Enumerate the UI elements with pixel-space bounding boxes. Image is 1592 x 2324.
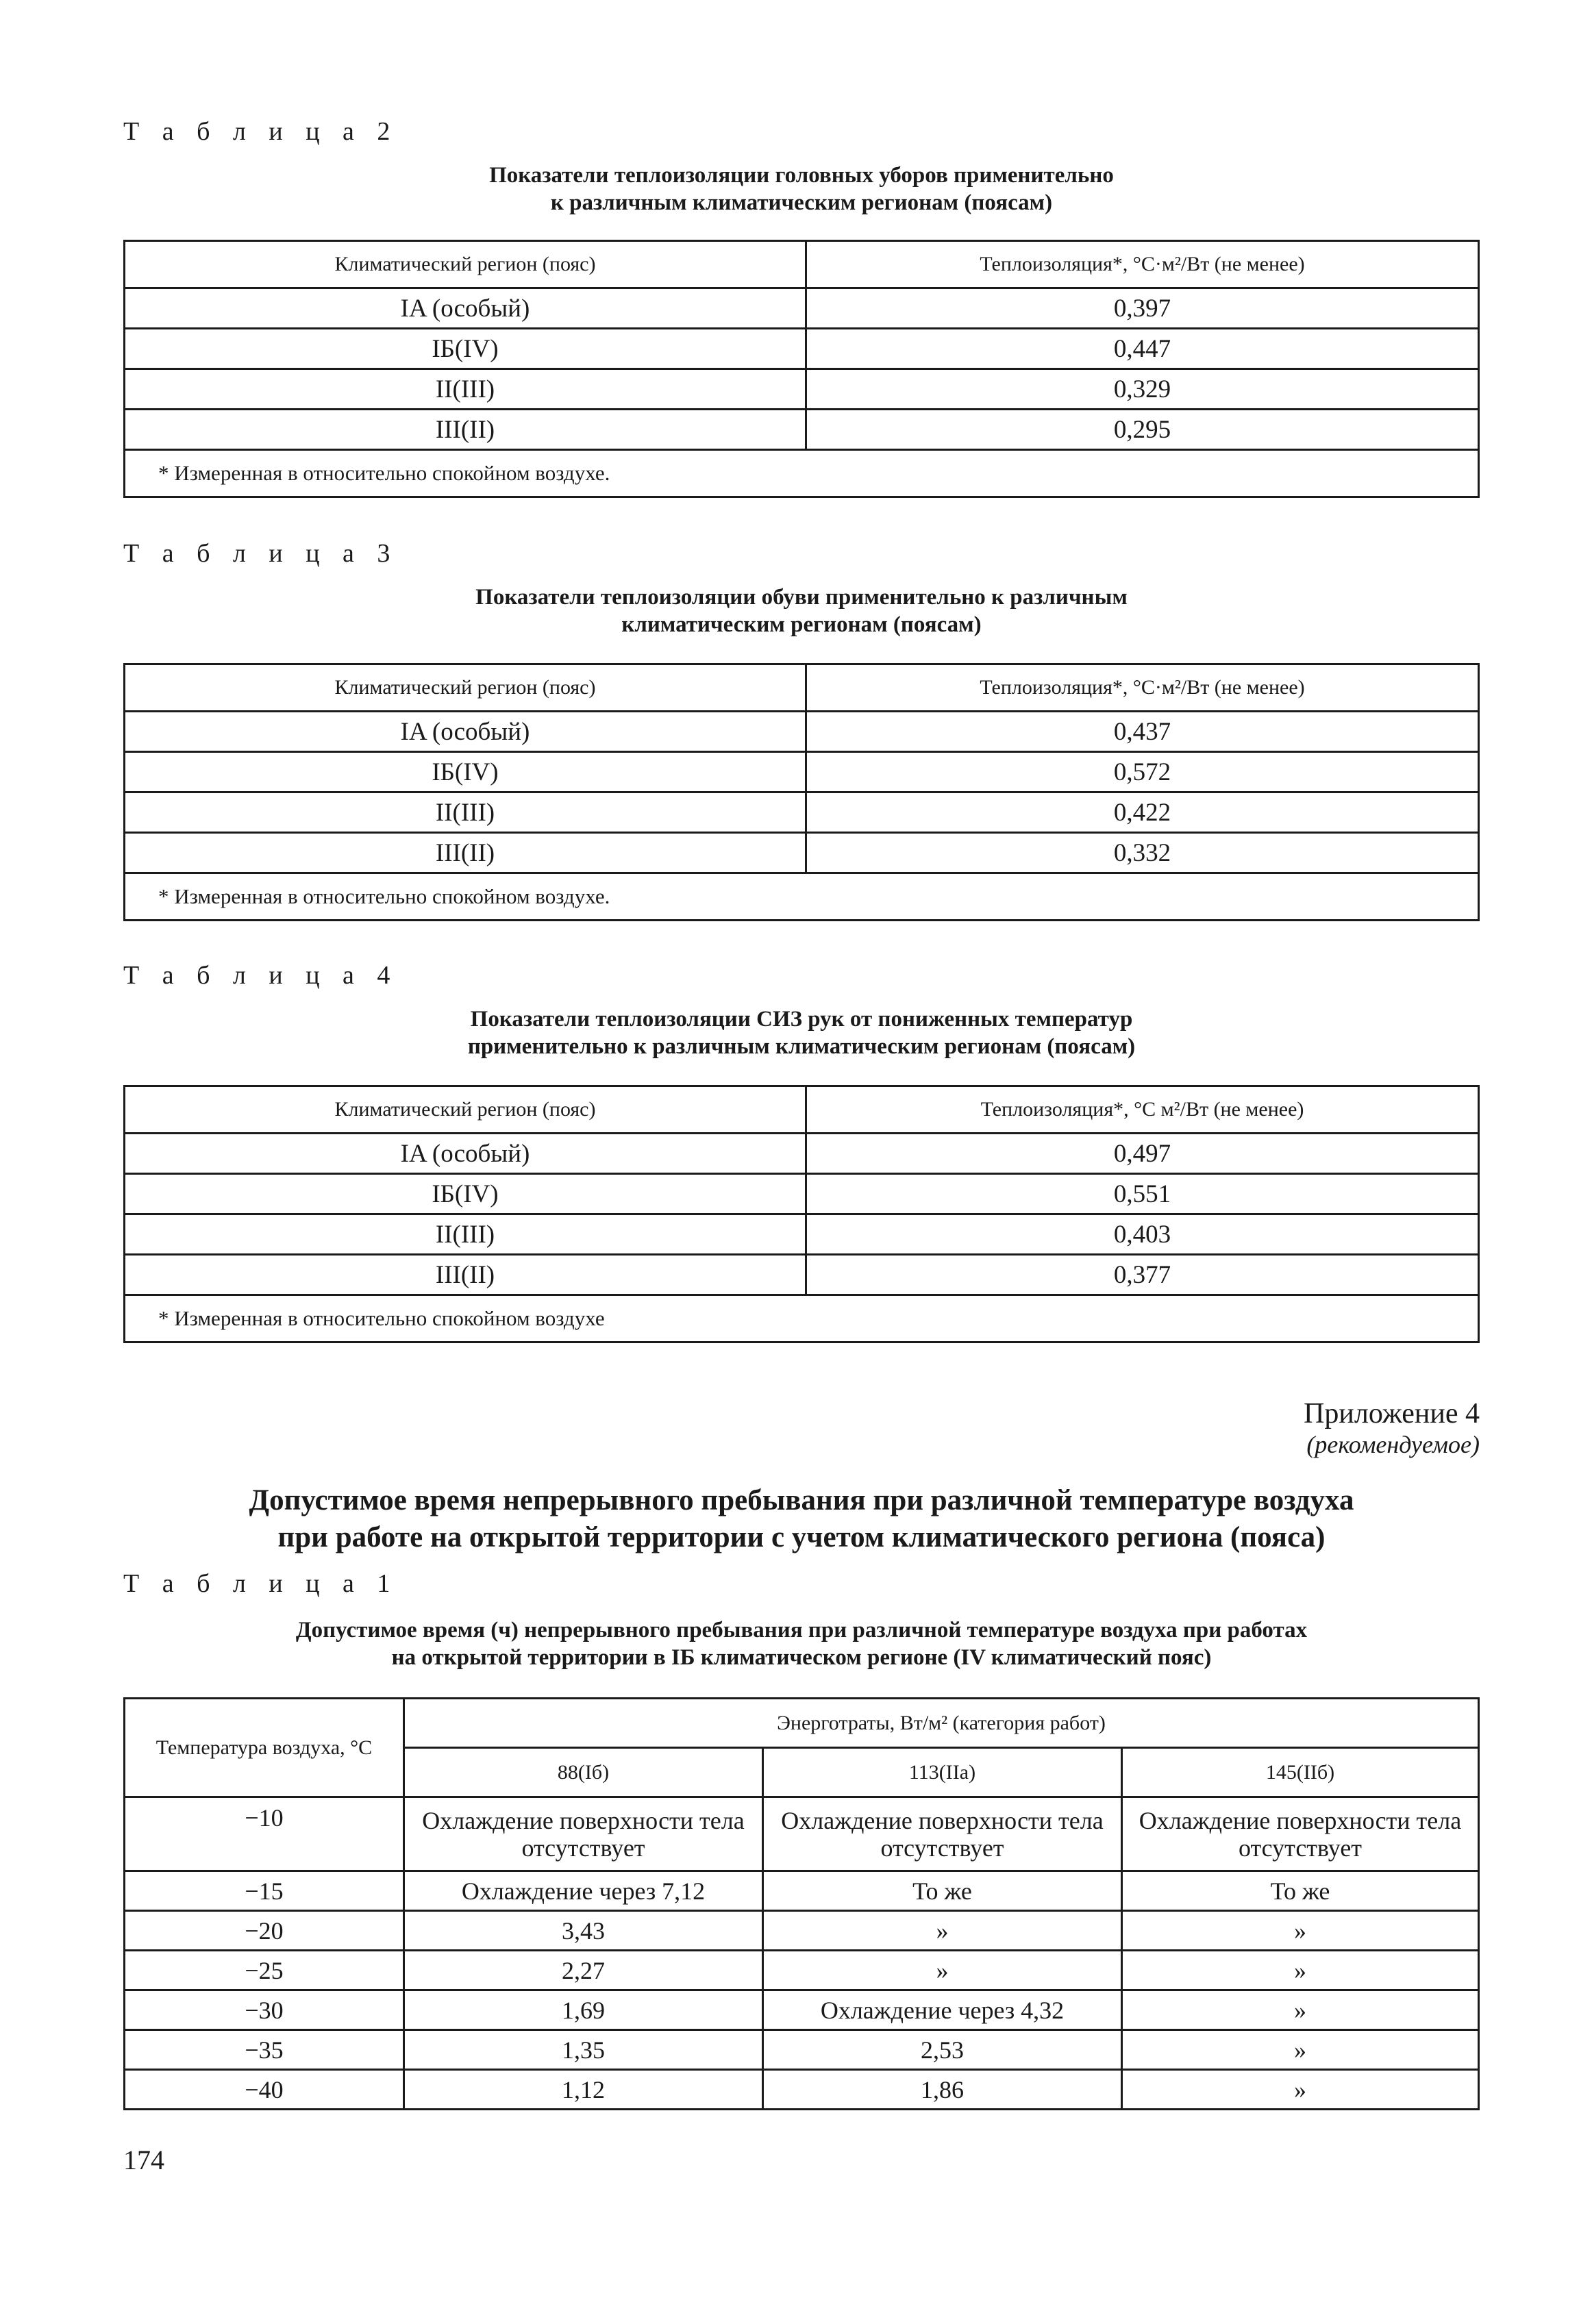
table1 bbox=[123, 1697, 1480, 2110]
table1-subheader-113: 113(IIа) bbox=[763, 1748, 1122, 1797]
table1-title bbox=[123, 1616, 1480, 1671]
region-cell: IA (особый) bbox=[125, 712, 806, 752]
table-row bbox=[125, 1990, 1479, 2030]
table4-label: Т а б л и ц а 4 bbox=[123, 961, 399, 990]
temperature-cell: −20 bbox=[125, 1911, 404, 1951]
table-row bbox=[125, 2070, 1479, 2110]
time-cell: То же bbox=[1122, 1871, 1479, 1911]
page-number: 174 bbox=[123, 2145, 164, 2175]
value-cell: 0,447 bbox=[806, 329, 1479, 369]
table2-title-line1: Показатели теплоизоляции головных уборов применительно bbox=[489, 163, 1114, 188]
table-row bbox=[125, 288, 1479, 329]
value-cell: 0,397 bbox=[806, 288, 1479, 329]
time-cell: Охлаждение через 4,32 bbox=[763, 1990, 1122, 2030]
time-cell: » bbox=[1122, 1911, 1479, 1951]
time-cell: » bbox=[763, 1911, 1122, 1951]
time-cell: Охлаждение поверхности тела отсутствует bbox=[1122, 1797, 1479, 1871]
appendix-heading-line2: при работе на открытой территории с учетом климатического региона (пояса) bbox=[277, 1521, 1326, 1553]
appendix-title: Приложение 4 bbox=[1304, 1398, 1480, 1429]
table2-header-insulation: Теплоизоляция*, °С·м²/Вт (не менее) bbox=[806, 241, 1479, 288]
time-cell: 1,12 bbox=[404, 2070, 763, 2110]
table3-title-line2: климатическим регионам (поясам) bbox=[621, 612, 982, 637]
region-cell: II(III) bbox=[125, 1214, 806, 1255]
table2-title bbox=[123, 162, 1480, 216]
time-cell: 2,53 bbox=[763, 2030, 1122, 2070]
table1-title-line1: Допустимое время (ч) непрерывного пребывания при различной температуре воздуха при работах bbox=[295, 1618, 1308, 1642]
table2-title-line2: к различным климатическим регионам (поясам) bbox=[550, 190, 1053, 215]
table4-title-line2: применительно к различным климатическим регионам (поясам) bbox=[467, 1034, 1136, 1059]
time-cell: То же bbox=[763, 1871, 1122, 1911]
time-cell: 1,86 bbox=[763, 2070, 1122, 2110]
value-cell: 0,329 bbox=[806, 369, 1479, 410]
value-cell: 0,551 bbox=[806, 1174, 1479, 1214]
table1-subheader-88: 88(Iб) bbox=[404, 1748, 763, 1797]
table-row bbox=[125, 1911, 1479, 1951]
time-cell: » bbox=[1122, 1951, 1479, 1990]
time-cell: Охлаждение через 7,12 bbox=[404, 1871, 763, 1911]
table-row bbox=[125, 1797, 1479, 1871]
table-row bbox=[125, 410, 1479, 450]
table2-label: Т а б л и ц а 2 bbox=[123, 117, 399, 146]
table3-header-insulation: Теплоизоляция*, °С·м²/Вт (не менее) bbox=[806, 664, 1479, 712]
table3 bbox=[123, 663, 1480, 921]
region-cell: II(III) bbox=[125, 369, 806, 410]
table2-header-region: Климатический регион (пояс) bbox=[125, 241, 806, 288]
region-cell: III(II) bbox=[125, 833, 806, 873]
table-row bbox=[125, 1134, 1479, 1174]
appendix-heading bbox=[123, 1482, 1480, 1556]
region-cell: IA (особый) bbox=[125, 288, 806, 329]
time-cell: » bbox=[763, 1951, 1122, 1990]
table-row bbox=[125, 1174, 1479, 1214]
table3-header-region: Климатический регион (пояс) bbox=[125, 664, 806, 712]
table4-header-insulation: Теплоизоляция*, °С м²/Вт (не менее) bbox=[806, 1086, 1479, 1134]
temperature-cell: −30 bbox=[125, 1990, 404, 2030]
table1-label: Т а б л и ц а 1 bbox=[123, 1569, 399, 1598]
table4-title bbox=[123, 1005, 1480, 1060]
table3-title bbox=[123, 584, 1480, 638]
table-row bbox=[125, 1214, 1479, 1255]
region-cell: IБ(IV) bbox=[125, 752, 806, 792]
table1-subheader-145: 145(IIб) bbox=[1122, 1748, 1479, 1797]
temperature-cell: −10 bbox=[125, 1797, 404, 1871]
appendix-header bbox=[1304, 1397, 1480, 1459]
table3-label: Т а б л и ц а 3 bbox=[123, 539, 399, 568]
table-row bbox=[125, 329, 1479, 369]
table4-title-line1: Показатели теплоизоляции СИЗ рук от пониженных температур bbox=[470, 1007, 1133, 1032]
time-cell: 1,69 bbox=[404, 1990, 763, 2030]
region-cell: III(II) bbox=[125, 1255, 806, 1295]
table2 bbox=[123, 240, 1480, 498]
table1-header-temperature: Температура воздуха, °С bbox=[125, 1699, 404, 1797]
appendix-heading-line1: Допустимое время непрерывного пребывания при различной температуре воздуха bbox=[249, 1484, 1354, 1516]
table-row bbox=[125, 369, 1479, 410]
value-cell: 0,295 bbox=[806, 410, 1479, 450]
table2-footnote: * Измеренная в относительно спокойном воздухе. bbox=[125, 450, 1479, 497]
table-row bbox=[125, 1871, 1479, 1911]
table-row bbox=[125, 712, 1479, 752]
value-cell: 0,497 bbox=[806, 1134, 1479, 1174]
temperature-cell: −40 bbox=[125, 2070, 404, 2110]
value-cell: 0,377 bbox=[806, 1255, 1479, 1295]
table-row bbox=[125, 1255, 1479, 1295]
table4-footnote: * Измеренная в относительно спокойном воздухе bbox=[125, 1295, 1479, 1342]
value-cell: 0,422 bbox=[806, 792, 1479, 833]
temperature-cell: −15 bbox=[125, 1871, 404, 1911]
table-row bbox=[125, 792, 1479, 833]
table-row bbox=[125, 833, 1479, 873]
time-cell: 1,35 bbox=[404, 2030, 763, 2070]
table-row bbox=[125, 1951, 1479, 1990]
region-cell: III(II) bbox=[125, 410, 806, 450]
region-cell: IБ(IV) bbox=[125, 1174, 806, 1214]
time-cell: » bbox=[1122, 2030, 1479, 2070]
table1-title-line2: на открытой территории в IБ климатическом регионе (IV климатический пояс) bbox=[391, 1645, 1212, 1670]
region-cell: II(III) bbox=[125, 792, 806, 833]
value-cell: 0,572 bbox=[806, 752, 1479, 792]
appendix-subtitle: (рекомендуемое) bbox=[1306, 1431, 1480, 1458]
value-cell: 0,403 bbox=[806, 1214, 1479, 1255]
temperature-cell: −25 bbox=[125, 1951, 404, 1990]
table-row bbox=[125, 752, 1479, 792]
time-cell: Охлаждение поверхности тела отсутствует bbox=[763, 1797, 1122, 1871]
table4 bbox=[123, 1085, 1480, 1343]
time-cell: 3,43 bbox=[404, 1911, 763, 1951]
value-cell: 0,332 bbox=[806, 833, 1479, 873]
value-cell: 0,437 bbox=[806, 712, 1479, 752]
temperature-cell: −35 bbox=[125, 2030, 404, 2070]
region-cell: IБ(IV) bbox=[125, 329, 806, 369]
time-cell: Охлаждение поверхности тела отсутствует bbox=[404, 1797, 763, 1871]
table-row bbox=[125, 2030, 1479, 2070]
table4-header-region: Климатический регион (пояс) bbox=[125, 1086, 806, 1134]
table1-header-energy: Энерготраты, Вт/м² (категория работ) bbox=[404, 1699, 1479, 1748]
time-cell: » bbox=[1122, 1990, 1479, 2030]
region-cell: IA (особый) bbox=[125, 1134, 806, 1174]
table3-footnote: * Измеренная в относительно спокойном воздухе. bbox=[125, 873, 1479, 921]
time-cell: 2,27 bbox=[404, 1951, 763, 1990]
table3-title-line1: Показатели теплоизоляции обуви применительно к различным bbox=[475, 585, 1128, 610]
time-cell: » bbox=[1122, 2070, 1479, 2110]
